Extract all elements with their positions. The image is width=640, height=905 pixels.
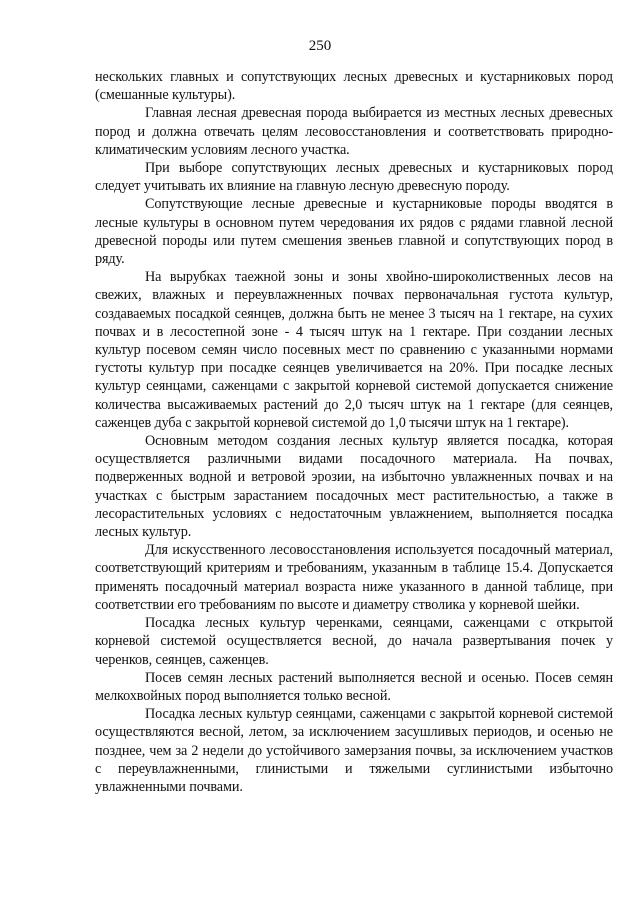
paragraph-companion-introduction: Сопутствующие лесные древесные и кустарниковые породы вводятся в лесные культуры в основном путем чередования их рядов с рядами главной лесной древесной породы или путем смешения звеньев главной и сопутствующих пород в ряду. [95, 196, 613, 268]
paragraph-open-root-planting: Посадка лесных культур черенками, сеянцами, саженцами с открытой корневой системой осуществляется весной, до начала развертывания почек у черенков, сеянцев, саженцев. [95, 615, 613, 668]
paragraph-planting-material: Для искусственного лесовосстановления используется посадочный материал, соответствующий критериям и требованиям, указанным в таблице 15.4. Допускается применять посадочный материал возраста ниже указанного в данной таблице, при соответствии его требованиям по высоте и диаметру стволика у корневой шейки. [95, 542, 613, 613]
paragraph-main-species: Главная лесная древесная порода выбирается из местных лесных древесных пород и должна отвечать целям лесовосстановления и соответствовать природно-климатическим условиям лесного участка. [95, 105, 613, 158]
page-number: 250 [308, 38, 332, 54]
paragraph-planting-density: На вырубках таежной зоны и зоны хвойно-широколиственных лесов на свежих, влажных и переувлажненных почвах первоначальная густота культур, создаваемых посадкой сеянцев, должна быть не менее 3 тысяч на 1 гектаре, на сухих почвах и в лесостепной зоне - 4 тысяч штук на 1 гектаре. При создании лесных культур посевом семян число посевных мест по сравнению с указанными нормами густоты культур при посадке сеянцев увеличивается на 20%. При посадке лесных культур сеянцами, саженцами с закрытой корневой системой допускается снижение количества высаживаемых растений до 2,0 тысяч штук на 1 гектаре (для сеянцев, саженцев дуба с закрытой корневой системой до 1,0 тысячи штук на 1 гектаре). [95, 269, 613, 431]
paragraph-planting-method: Основным методом создания лесных культур является посадка, которая осуществляется различными видами посадочного материала. На почвах, подверженных водной и ветровой эрозии, на избыточно увлажненных почвах и на участках с быстрым зарастанием посадочных мест растительностью, а также в лесорастительных условиях с недостаточным увлажнением, выполняется посадка лесных культур. [95, 433, 613, 541]
paragraph-closed-root-planting: Посадка лесных культур сеянцами, саженцами с закрытой корневой системой осуществляются весной, летом, за исключением засушливых периодов, и осенью не позднее, чем за 2 недели до устойчивого замерзания почвы, за исключением участков с переувлажненными, глинистыми и тяжелыми суглинистыми избыточно увлажненными почвами. [95, 706, 613, 795]
paragraph-seed-sowing: Посев семян лесных растений выполняется весной и осенью. Посев семян мелкохвойных пород выполняется только весной. [95, 669, 613, 704]
document-body [95, 68, 613, 796]
paragraph-companion-choice: При выборе сопутствующих лесных древесных и кустарниковых пород следует учитывать их влияние на главную лесную древесную породу. [95, 160, 613, 195]
paragraph-continued: нескольких главных и сопутствующих лесных древесных и кустарниковых пород (смешанные культуры). [95, 69, 613, 104]
